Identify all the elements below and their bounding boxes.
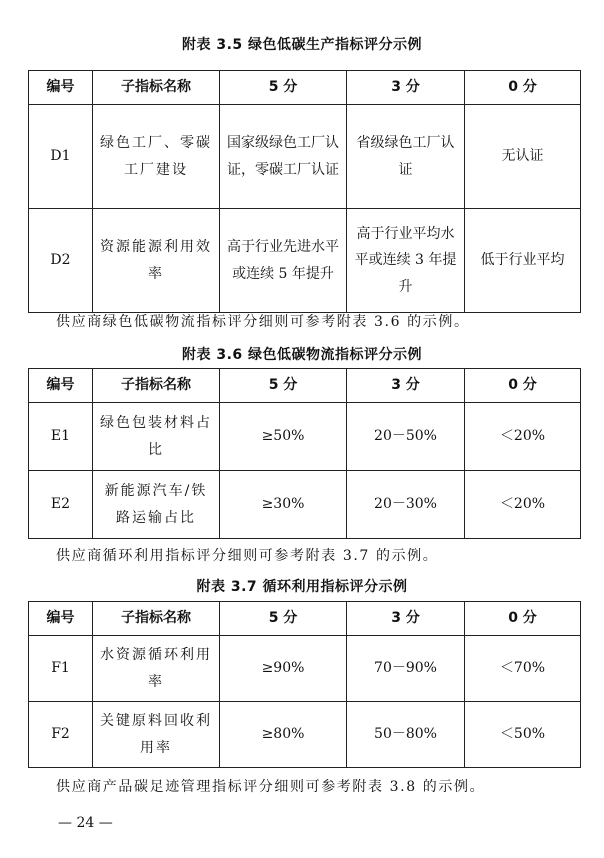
header-sub-indicator: 子指标名称 [93,369,220,403]
header-0-points: 0 分 [465,71,581,105]
row-name: 绿色包装材料占比 [93,403,220,471]
header-0-points: 0 分 [465,602,581,636]
row-0-points: ＜20% [465,403,581,471]
row-code: D1 [29,105,93,209]
paragraph-logistics: 供应商绿色低碳物流指标评分细则可参考附表 3.6 的示例。 [56,314,470,330]
header-3-points: 3 分 [347,71,465,105]
row-0-points: ＜70% [465,636,581,702]
paragraph-carbon-footprint: 供应商产品碳足迹管理指标评分细则可参考附表 3.8 的示例。 [56,779,486,795]
row-name: 水资源循环利用率 [93,636,220,702]
table-3-5-title: 附表 3.5 绿色低碳生产指标评分示例 [181,37,423,53]
row-0-points: 无认证 [465,105,581,209]
row-5-points: ≥90% [220,636,347,702]
header-5-points: 5 分 [220,602,347,636]
header-code: 编号 [29,602,93,636]
row-3-points: 省级绿色工厂认证 [347,105,465,209]
header-sub-indicator: 子指标名称 [93,71,220,105]
row-3-points: 高于行业平均水平或连续 3 年提升 [347,209,465,313]
header-code: 编号 [29,369,93,403]
header-code: 编号 [29,71,93,105]
row-name: 关键原料回收利用率 [93,702,220,768]
row-5-points: 高于行业先进水平或连续 5 年提升 [220,209,347,313]
table-row [29,702,581,768]
row-5-points: ≥80% [220,702,347,768]
table-row [29,636,581,702]
row-3-points: 20－50% [347,403,465,471]
row-name: 新能源汽车/铁路运输占比 [93,471,220,539]
table-row [29,471,581,539]
row-0-points: ＜50% [465,702,581,768]
header-3-points: 3 分 [347,602,465,636]
row-0-points: ＜20% [465,471,581,539]
table-row [29,105,581,209]
row-5-points: ≥30% [220,471,347,539]
row-3-points: 70－90% [347,636,465,702]
paragraph-recycling: 供应商循环利用指标评分细则可参考附表 3.7 的示例。 [56,548,439,564]
header-sub-indicator: 子指标名称 [93,602,220,636]
header-3-points: 3 分 [347,369,465,403]
row-code: F2 [29,702,93,768]
header-0-points: 0 分 [465,369,581,403]
row-code: E1 [29,403,93,471]
table-row [29,403,581,471]
table-3-7 [28,601,581,768]
table-3-7-title: 附表 3.7 循环利用指标评分示例 [196,579,408,595]
row-name: 资源能源利用效率 [93,209,220,313]
table-3-6-title: 附表 3.6 绿色低碳物流指标评分示例 [181,347,423,363]
table-header-row [29,602,581,636]
table-header-row [29,71,581,105]
table-row [29,209,581,313]
row-5-points: ≥50% [220,403,347,471]
page-number: — 24 — [58,815,113,831]
row-5-points: 国家级绿色工厂认证，零碳工厂认证 [220,105,347,209]
row-code: D2 [29,209,93,313]
row-3-points: 50－80% [347,702,465,768]
header-5-points: 5 分 [220,369,347,403]
row-name: 绿色工厂、零碳工厂建设 [93,105,220,209]
header-5-points: 5 分 [220,71,347,105]
row-0-points: 低于行业平均 [465,209,581,313]
row-3-points: 20－30% [347,471,465,539]
table-3-6 [28,368,581,539]
table-header-row [29,369,581,403]
table-3-5 [28,70,581,313]
row-code: F1 [29,636,93,702]
row-code: E2 [29,471,93,539]
